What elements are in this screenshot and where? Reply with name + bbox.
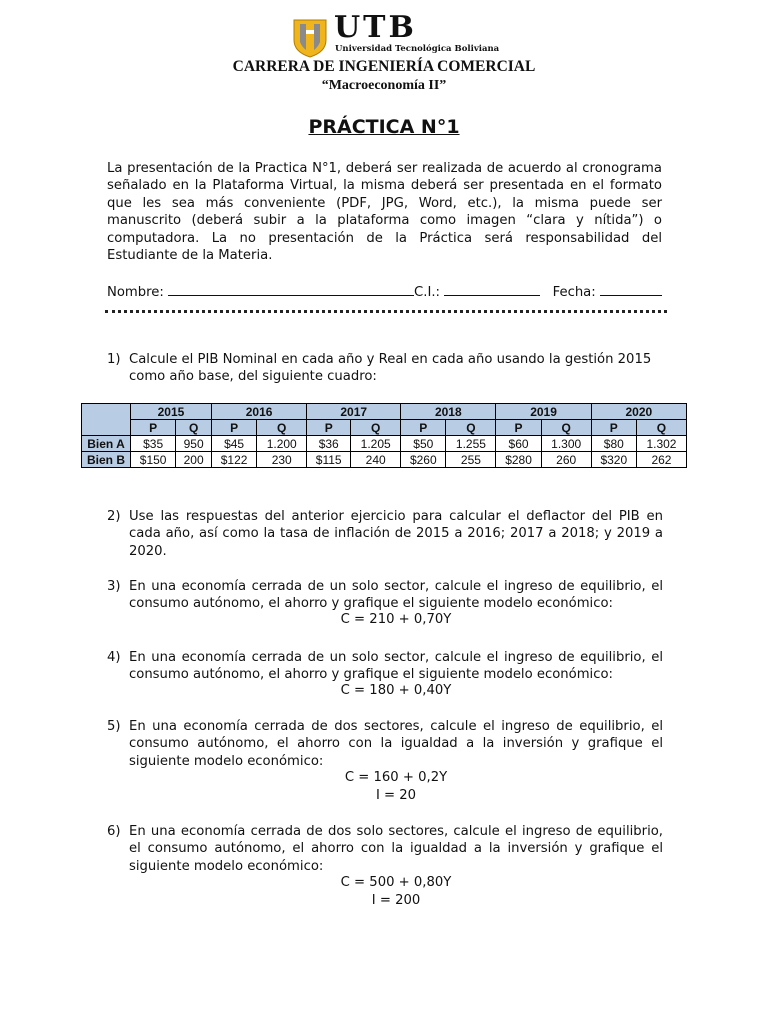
quantity-header: Q: [176, 420, 212, 436]
question-number: 3): [107, 579, 121, 594]
price-header: P: [591, 420, 636, 436]
row-label: Bien B: [82, 452, 131, 468]
table-cell: 255: [446, 452, 496, 468]
consumption-function: C = 160 + 0,2Y: [344, 770, 448, 785]
table-cell: $36: [307, 436, 351, 452]
question-5: [107, 718, 663, 772]
page-title: PRÁCTICA N°1: [308, 116, 460, 138]
table-cell: 230: [257, 452, 307, 468]
table-year-row: [82, 404, 687, 420]
quantity-header: Q: [257, 420, 307, 436]
investment-value: I = 20: [375, 788, 417, 803]
table-cell: 262: [636, 452, 686, 468]
table-cell: 240: [351, 452, 401, 468]
row-label: Bien A: [82, 436, 131, 452]
question-1: [107, 351, 663, 387]
table-cell: $45: [211, 436, 256, 452]
table-cell: $150: [131, 452, 176, 468]
question-text: Calcule el PIB Nominal en cada año y Real en cada año usando la gestión 2015 como año base, del siguiente cuadro:: [129, 352, 652, 385]
table-cell: 1.255: [446, 436, 496, 452]
question-6: [107, 823, 663, 877]
question-number: 6): [107, 824, 121, 839]
price-header: P: [307, 420, 351, 436]
question-number: 1): [107, 352, 121, 367]
consumption-function: C = 210 + 0,70Y: [340, 612, 452, 627]
utb-logo: [292, 10, 500, 60]
price-header: P: [496, 420, 541, 436]
table-cell: 200: [176, 452, 212, 468]
price-header: P: [401, 420, 446, 436]
table-cell: $122: [211, 452, 256, 468]
consumption-function: C = 180 + 0,40Y: [340, 683, 452, 698]
table-cell: $115: [307, 452, 351, 468]
price-header: P: [211, 420, 256, 436]
year-header: 2017: [307, 404, 401, 420]
table-cell: $320: [591, 452, 636, 468]
career-heading: CARRERA DE INGENIERÍA COMERCIAL: [232, 58, 536, 75]
table-cell: 1.300: [541, 436, 591, 452]
date-blank[interactable]: [600, 283, 662, 296]
question-text: En una economía cerrada de dos sectores, calcule el ingreso de equilibrio, el consumo autónomo, el ahorro con la igualdad a la inversión y grafique el siguiente modelo económico:: [129, 719, 663, 769]
consumption-function: C = 500 + 0,80Y: [340, 875, 452, 890]
table-corner: [82, 404, 131, 436]
quantity-header: Q: [636, 420, 686, 436]
table-cell: 1.200: [257, 436, 307, 452]
year-header: 2018: [401, 404, 496, 420]
dotted-divider: [105, 310, 667, 313]
price-header: P: [131, 420, 176, 436]
date-label: Fecha:: [552, 285, 596, 300]
name-blank[interactable]: [168, 283, 414, 296]
question-number: 5): [107, 719, 121, 734]
ci-label: C.I.:: [414, 285, 440, 300]
course-heading: “Macroeconomía II”: [321, 78, 447, 93]
question-text: En una economía cerrada de un solo sector, calcule el ingreso de equilibrio, el consumo autónomo, el ahorro y grafique el siguiente modelo económico:: [129, 650, 663, 683]
table-cell: 1.302: [636, 436, 686, 452]
year-header: 2016: [211, 404, 306, 420]
question-number: 2): [107, 509, 121, 524]
question-text: Use las respuestas del anterior ejercicio para calcular el deflactor del PIB en cada año, así como la tasa de inflación de 2015 a 2016; 2017 a 2018; y 2019 a 2020.: [129, 509, 663, 559]
table-cell: $80: [591, 436, 636, 452]
quantity-header: Q: [541, 420, 591, 436]
quantity-header: Q: [446, 420, 496, 436]
shield-icon: [292, 16, 328, 58]
question-2: [107, 508, 663, 562]
table-cell: $60: [496, 436, 541, 452]
ci-blank[interactable]: [444, 283, 540, 296]
investment-value: I = 200: [371, 893, 421, 908]
name-label: Nombre:: [107, 285, 164, 300]
table-row: [82, 436, 687, 452]
table-cell: $260: [401, 452, 446, 468]
table-cell: 260: [541, 452, 591, 468]
year-header: 2020: [591, 404, 686, 420]
student-info-line: [107, 283, 667, 300]
table-cell: $35: [131, 436, 176, 452]
price-quantity-table: [81, 403, 687, 468]
intro-paragraph: La presentación de la Practica N°1, deberá ser realizada de acuerdo al cronograma señalado en la Plataforma Virtual, la misma deberá ser presentada en el formato que les sea más conveniente (PDF, JPG, Word, etc.), la misma puede ser manuscrito (deberá subir a la plataforma como imagen “clara y nítida”) o computadora. La no presentación de la Práctica será responsabilidad del Estudiante de la Materia.: [107, 161, 662, 264]
logo-acronym: UTB: [334, 10, 417, 45]
logo-university-name: Universidad Tecnológica Boliviana: [335, 44, 500, 54]
table-row: [82, 452, 687, 468]
table-cell: 1.205: [351, 436, 401, 452]
question-text: En una economía cerrada de dos solo sectores, calcule el ingreso de equilibrio, el consumo autónomo, el ahorro con la igualdad a la inversión y grafique el siguiente modelo económico:: [129, 824, 663, 874]
quantity-header: Q: [351, 420, 401, 436]
table-subheader-row: [82, 420, 687, 436]
year-header: 2019: [496, 404, 591, 420]
year-header: 2015: [131, 404, 212, 420]
question-text: En una economía cerrada de un solo sector, calcule el ingreso de equilibrio, el consumo autónomo, el ahorro y grafique el siguiente modelo económico:: [129, 579, 663, 612]
table-cell: $50: [401, 436, 446, 452]
table-cell: 950: [176, 436, 212, 452]
question-number: 4): [107, 650, 121, 665]
table-cell: $280: [496, 452, 541, 468]
